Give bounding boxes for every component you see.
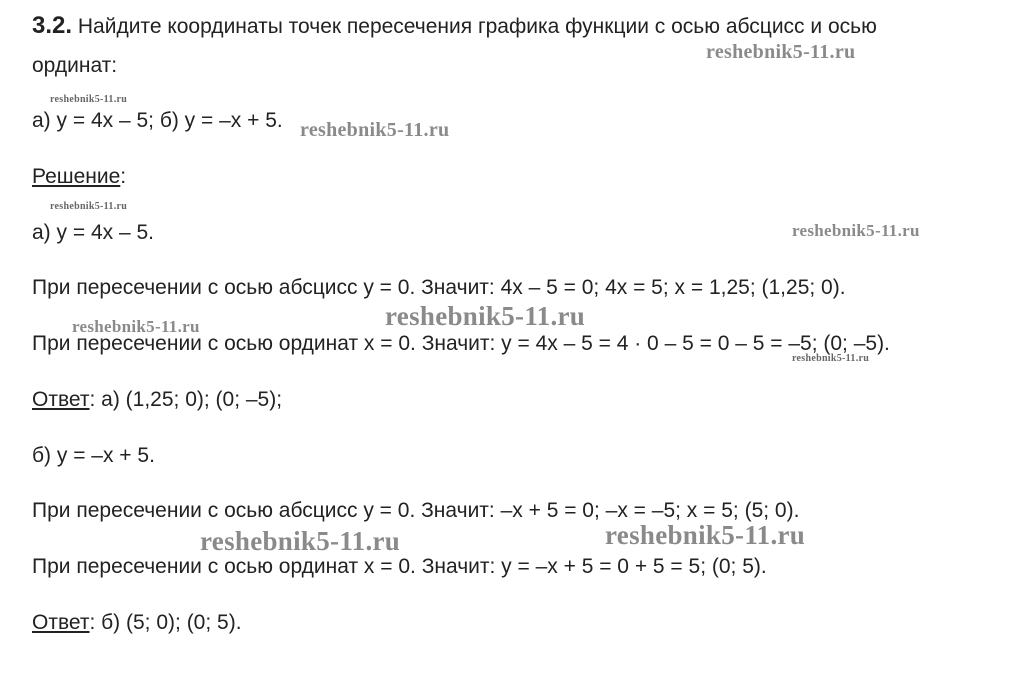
watermark: reshebnik5-11.ru [200,526,401,556]
solution-heading [32,166,126,187]
solution-heading-colon: : [120,165,127,188]
answer-label: Ответ [32,611,90,634]
problem-statement-line1 [32,14,877,38]
problem-statement-line2: ординат: [32,54,118,77]
watermark: reshebnik5-11.ru [605,520,806,550]
part-b-x-axis: При пересечении с осью абсцисс y = 0. Значит: –x + 5 = 0; –x = –5; x = 5; (5; 0). [32,499,800,522]
problem-variants: а) y = 4x – 5; б) y = –x + 5. [32,109,283,132]
part-b-label: б) y = –x + 5. [32,444,155,467]
answer-text: : б) (5; 0); (0; 5). [89,611,242,634]
watermark: reshebnik5-11.ru [792,353,870,364]
watermark: reshebnik5-11.ru [300,119,450,141]
watermark: reshebnik5-11.ru [385,301,586,331]
watermark: reshebnik5-11.ru [50,94,128,105]
answer-text: : а) (1,25; 0); (0; –5); [89,388,283,411]
watermark: reshebnik5-11.ru [706,41,856,63]
problem-text: Найдите координаты точек пересечения графика функции с осью абсцисс и осью [77,15,877,38]
part-a-x-axis: При пересечении с осью абсцисс y = 0. Значит: 4x – 5 = 0; 4x = 5; x = 1,25; (1,25; 0). [32,276,846,299]
part-a-answer [32,389,282,410]
part-b-y-axis: При пересечении с осью ординат x = 0. Значит: y = –x + 5 = 0 + 5 = 5; (0; 5). [32,555,767,578]
watermark: reshebnik5-11.ru [72,317,200,336]
part-b-answer [32,612,242,633]
part-a-y-axis: При пересечении с осью ординат x = 0. Значит: y = 4x – 5 = 4 · 0 – 5 = 0 – 5 = –5; (0; –5). [32,332,890,355]
watermark: reshebnik5-11.ru [50,201,128,212]
answer-label: Ответ [32,388,90,411]
watermark: reshebnik5-11.ru [792,221,920,240]
part-a-label: а) y = 4x – 5. [32,221,154,244]
problem-number: 3.2. [32,12,73,39]
solution-heading-label: Решение [32,165,121,188]
